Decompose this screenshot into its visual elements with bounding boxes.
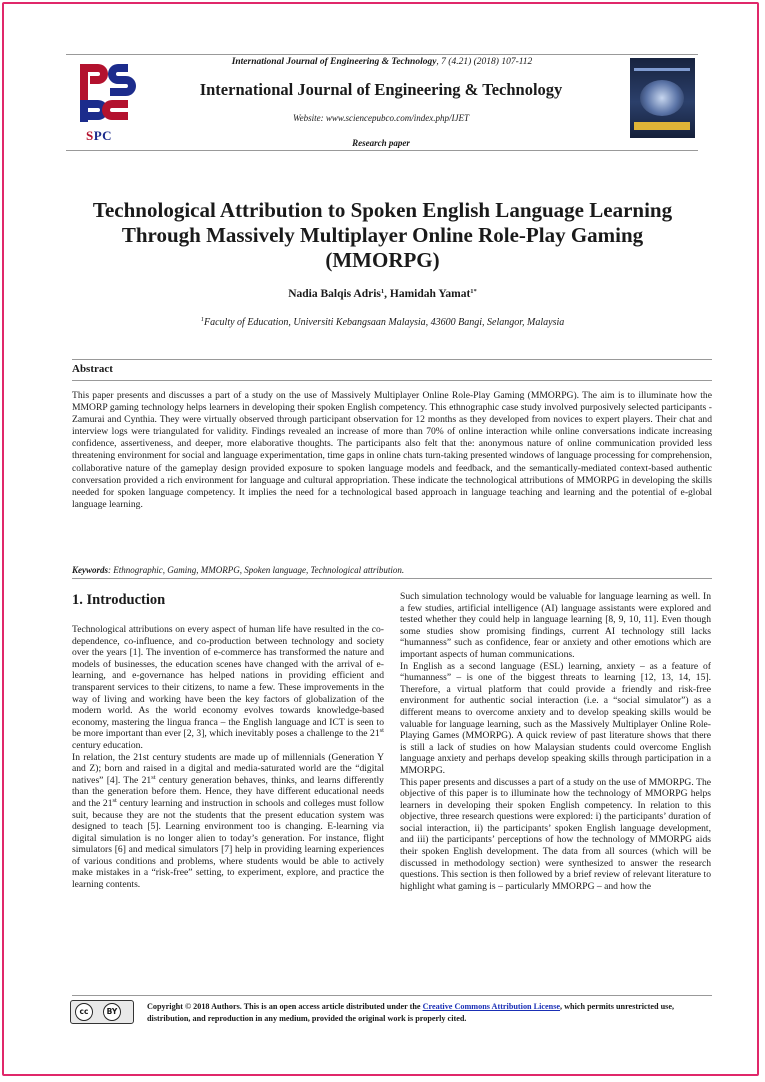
copyright-notice xyxy=(147,1001,713,1024)
paragraph-text: century generation behaves, thinks, and learns differently than the generation before them. Hence, they have different educational needs and the 21 xyxy=(72,774,384,809)
header-rule-top xyxy=(66,54,698,55)
journal-cover-image xyxy=(630,58,695,138)
page-frame xyxy=(2,2,759,1076)
footer-rule xyxy=(72,995,712,996)
paragraph xyxy=(72,624,384,752)
ordinal-suffix: st xyxy=(379,727,384,735)
left-column xyxy=(72,624,384,891)
right-column xyxy=(400,591,711,892)
article-type: Research paper xyxy=(352,138,410,148)
logo-wordmark xyxy=(86,128,112,144)
copyright-text: , which permits unrestricted use, distribution, and reproduction in any medium, provided the original work is properly cited. xyxy=(147,1002,675,1023)
cc-icon: cc xyxy=(75,1003,93,1021)
paragraph: This paper presents and discusses a part of a study on the use of MMORPG. The objective of this paper is to illuminate how the technology of MMORPG helps learners in developing their spoken English competency. In relation to this objective, three research questions were explored: i) the participants’ duration of social interaction, ii) the participants’ spoken English language development, and iii) the participants’ perceptions of how the technology of MMORPG aids their spoken English development. The data from all sources (which will be discussed in methodology section) were synthesized to answer the research questions. This section is then followed by a brief review of relevant literature to highlight what gaming is – particularly MMORPG – and how the xyxy=(400,776,711,892)
cover-globe xyxy=(640,80,684,116)
citation-volume: , 7 (4.21) (2018) 107-112 xyxy=(436,57,533,67)
abstract-text: This paper presents and discusses a part of a study on the use of Massively Multiplayer Online Role-Play Gaming (MMORPG). The aim is to illuminate how the MMORP gaming technology helps learners in developing their spoken English competency. This ethnographic case study involved purposively selected participants - Zamurai and Cynthia. They were virtually observed through participant observation for 12 months as they developed from novices to expert players. Their chat and interview logs were triangulated for validity. Findings revealed an increase of more than 70% of online interaction while online conversations indicate increasing confidence, assertiveness, and deeper, more elaborative thoughts. The participants also felt that the: anonymous nature of online communication provided less threatening environment for social and language experimentation, time gaps in online chats turn-taking presented windows of language processing for comprehension, collaborative nature of the gameplay design provided exposure to spoken language models and feedback, and the semantically-mediated context-based authentic conversation provided a rich environment for language and cultural appropriation. These indicate the technological attributions of MMORPG in developing the skills needed for spoken language competency. It implies the need for a technological based approach in language teaching and learning and the potential of e-global language learning. xyxy=(72,390,712,510)
ordinal-suffix: st xyxy=(112,796,117,804)
header-citation xyxy=(66,57,698,67)
cover-band-bottom xyxy=(634,122,690,130)
section-heading-introduction: 1. Introduction xyxy=(72,592,166,608)
keywords xyxy=(72,565,712,575)
journal-website: Website: www.sciencepubco.com/index.php/IJET xyxy=(293,113,469,123)
affil-text: Faculty of Education, Universiti Kebangsaan Malaysia, 43600 Bangi, Selangor, Malaysia xyxy=(204,317,565,328)
paragraph-text: Technological attributions on every aspect of human life have resulted in the co-dependence, co-influence, and co-production between technology and society over the years [1]. The invention of e-commerce has transformed the nature and models of businesses, the education scenes have changed with the arrival of e-learning, and e-governance has helped nations in providing efficient and transparent services to their citizens, to name a few. These improvements in the way of living and working have been the key factors of globalization of the modern world. As the world economy evolves towards knowledge-based economy, mastering the lingua franca – the English language and ICT is seen to be more important than ever [2, 3], which inevitably poses a challenge to the 21 xyxy=(72,624,384,740)
cc-by-license-icon[interactable] xyxy=(70,1000,134,1024)
abstract-rule-mid xyxy=(72,380,712,381)
abstract-heading: Abstract xyxy=(72,363,113,375)
keywords-rule xyxy=(72,578,712,579)
paper-title: Technological Attribution to Spoken English Language Learning Through Massively Multiplayer Online Role-Play Gaming (MMORPG) xyxy=(92,198,673,272)
author-name: Hamidah Yamat xyxy=(389,288,471,300)
license-link[interactable]: Creative Commons Attribution License xyxy=(422,1002,561,1011)
copyright-text: Copyright © 2018 Authors. This is an open access article distributed under the xyxy=(147,1002,423,1011)
author-separator: , xyxy=(384,288,390,300)
paragraph-text: century learning and instruction in schools and colleges must follow suit, because they are not the students that the present education system was designed to teach [5]. Learning environment too is changing. E-learning via digital simulation is no longer alien to today’s generation. For instance, flight simulators [6] and medical simulators [7] help in providing learning experiences of various conditions and problems, where students would be able to actively make mistakes in a “risk-free” setting, to experiment, explore, and practice the learning contents. xyxy=(72,797,384,891)
keywords-label: Keywords xyxy=(72,565,108,575)
author-list xyxy=(80,288,685,300)
journal-title: International Journal of Engineering & Technology xyxy=(199,80,563,99)
paragraph: In English as a second language (ESL) learning, anxiety – as a feature of “humanness” – is one of the biggest threats to learning [12, 13, 14, 15]. Therefore, a virtual platform that could provide a friendly and risk-free environment for authentic social interaction (i.e. a “social simulator”) as a different means to overcome anxiety and to develop speaking skills would be valuable for language learning, such as the Massively Multiplayer Online Role-Playing Games (MMORPG). A quick review of past literature shows that there is still a lack of studies on how Malaysian students could overcome English language anxiety and perhaps develop speaking skills through participation in a MMORPG. xyxy=(400,660,711,776)
author-affil-mark: 1* xyxy=(470,288,477,295)
ordinal-suffix: st xyxy=(151,773,156,781)
affiliation xyxy=(80,317,685,328)
keywords-text: : Ethnographic, Gaming, MMORPG, Spoken language, Technological attribution. xyxy=(108,565,405,575)
attribution-icon: BY xyxy=(103,1003,121,1021)
author-affil-mark: 1 xyxy=(380,288,385,295)
abstract-rule-top xyxy=(72,359,712,360)
cover-band-top xyxy=(634,68,690,71)
header-rule-bottom xyxy=(66,150,698,151)
citation-journal: International Journal of Engineering & Technology xyxy=(231,57,437,67)
author-name: Nadia Balqis Adris xyxy=(288,288,381,300)
affil-mark: 1 xyxy=(200,316,204,323)
paragraph: Such simulation technology would be valuable for language learning as well. In a few studies, artificial intelligence (AI) language assistants were explored and tested whether they could help in language learning [8, 9, 10, 11]. Even though some studies show promising findings, current AI technology still lacks “humanness” such as confidence, fear or anxiety and other emotions which are important aspects of human communications. xyxy=(400,591,711,660)
logo-letters-pc: PC xyxy=(93,128,113,143)
logo-letter-s: S xyxy=(86,128,94,143)
paragraph-text: century education. xyxy=(72,739,143,751)
paragraph xyxy=(72,752,384,891)
paragraph-text: In relation, the 21st century students are made up of millennials (Generation Y and Z); born and raised in a digital and media-saturated world are the “digital natives” [4]. The 21 xyxy=(72,751,384,786)
